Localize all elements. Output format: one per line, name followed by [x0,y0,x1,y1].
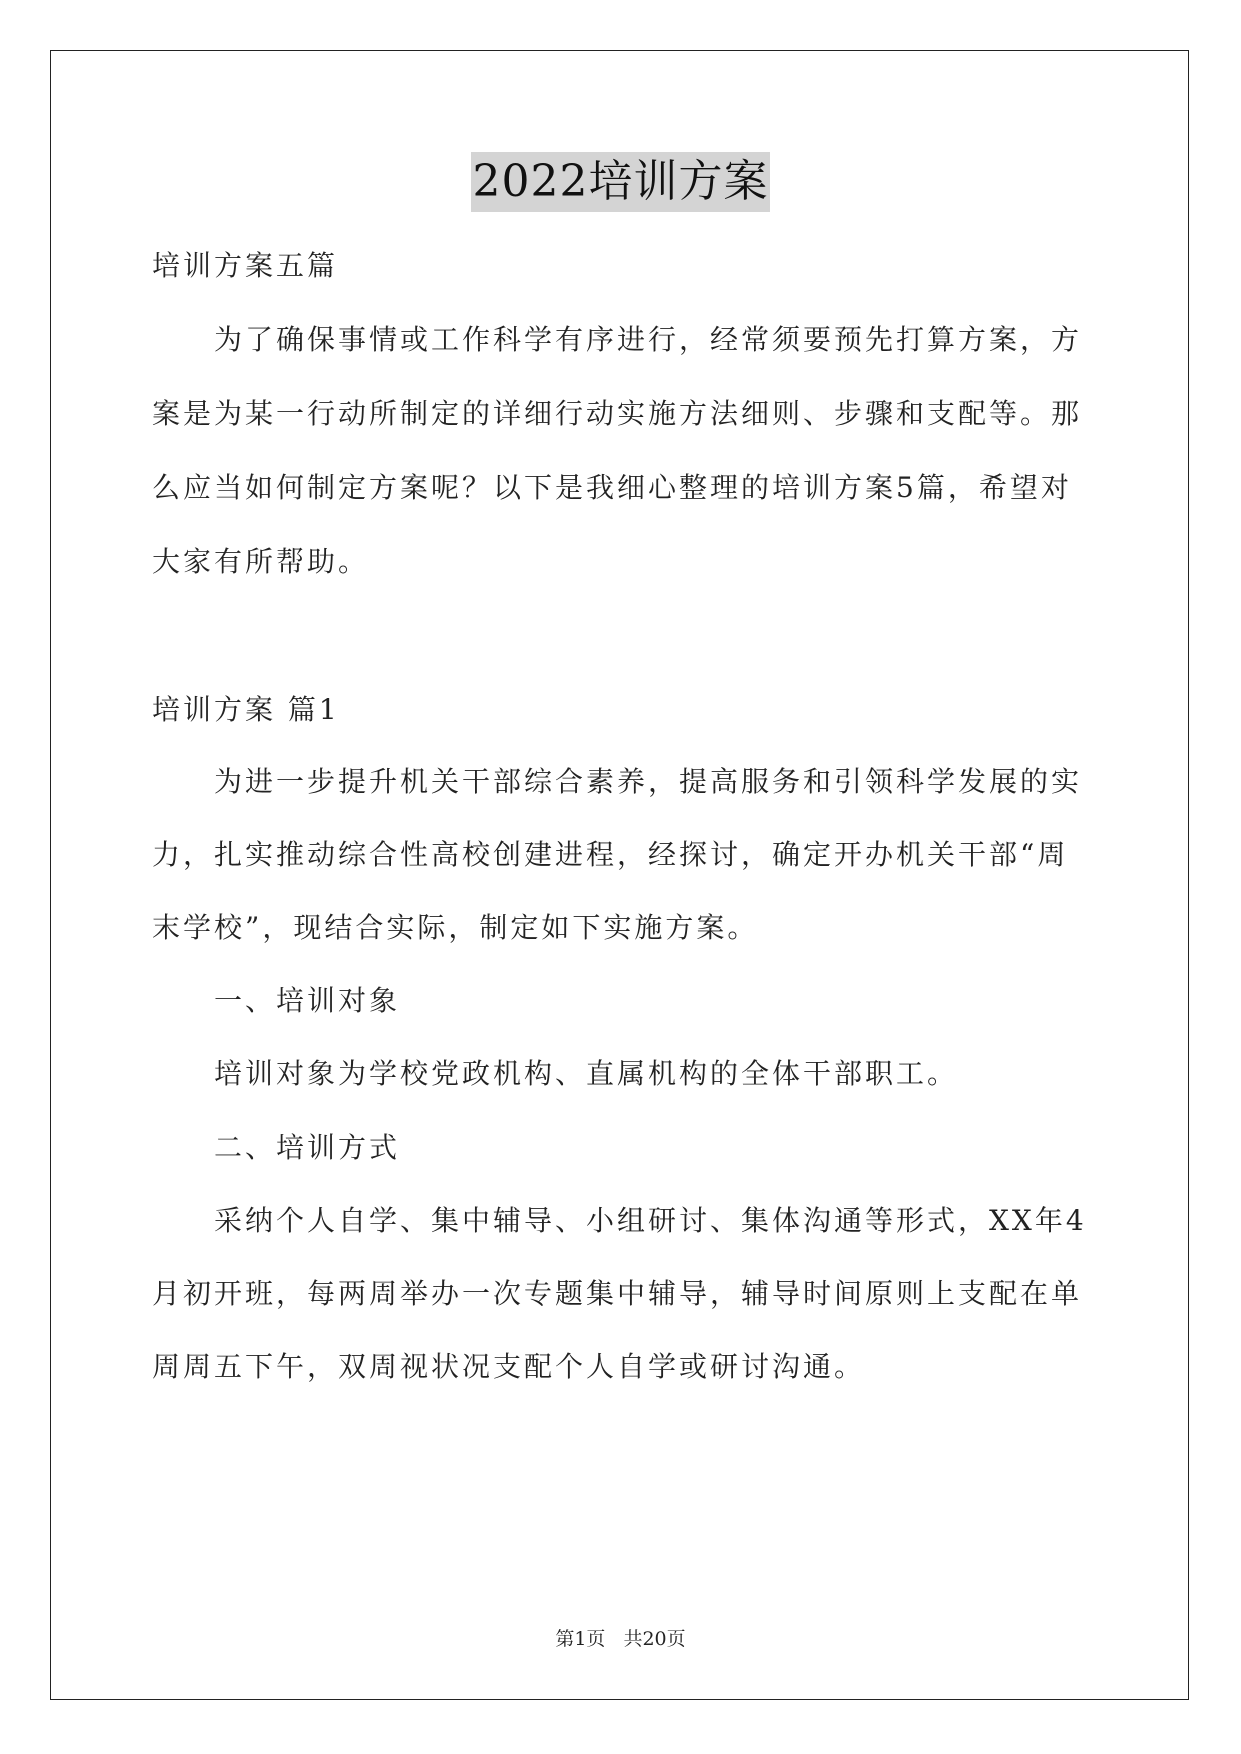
intro-line-2: 案是为某一行动所制定的详细行动实施方法细则、步骤和支配等。那 [152,397,1083,430]
page-number-total: 共20页 [623,1628,686,1650]
page-number-current: 第1页 [555,1628,606,1650]
item1-text: 培训对象为学校党政机构、直属机构的全体干部职工。 [214,1057,959,1090]
section-heading: 培训方案 篇1 [152,693,340,726]
page-border [50,50,1189,1700]
section-para-line-3: 末学校”，现结合实际，制定如下实施方案。 [152,911,759,944]
intro-line-1: 为了确保事情或工作科学有序进行，经常须要预先打算方案，方 [214,323,1083,356]
document-title: 2022培训方案 [471,152,771,212]
subtitle: 培训方案五篇 [152,249,339,282]
item2-line-3: 周周五下午，双周视状况支配个人自学或研讨沟通。 [152,1350,866,1383]
section-para-line-1: 为进一步提升机关干部综合素养，提高服务和引领科学发展的实 [214,765,1083,798]
intro-line-3: 么应当如何制定方案呢？以下是我细心整理的培训方案5篇，希望对 [152,471,1072,504]
item2-heading: 二、培训方式 [214,1131,401,1164]
page-footer [0,1624,1241,1651]
section-para-line-2: 力，扎实推动综合性高校创建进程，经探讨，确定开办机关干部“周 [152,838,1069,871]
intro-line-4: 大家有所帮助。 [152,545,370,578]
item1-heading: 一、培训对象 [214,984,401,1017]
title-container [0,152,1241,212]
item2-line-2: 月初开班，每两周举办一次专题集中辅导，辅导时间原则上支配在单 [152,1277,1083,1310]
item2-line-1: 采纳个人自学、集中辅导、小组研讨、集体沟通等形式，XX年4 [214,1204,1087,1237]
